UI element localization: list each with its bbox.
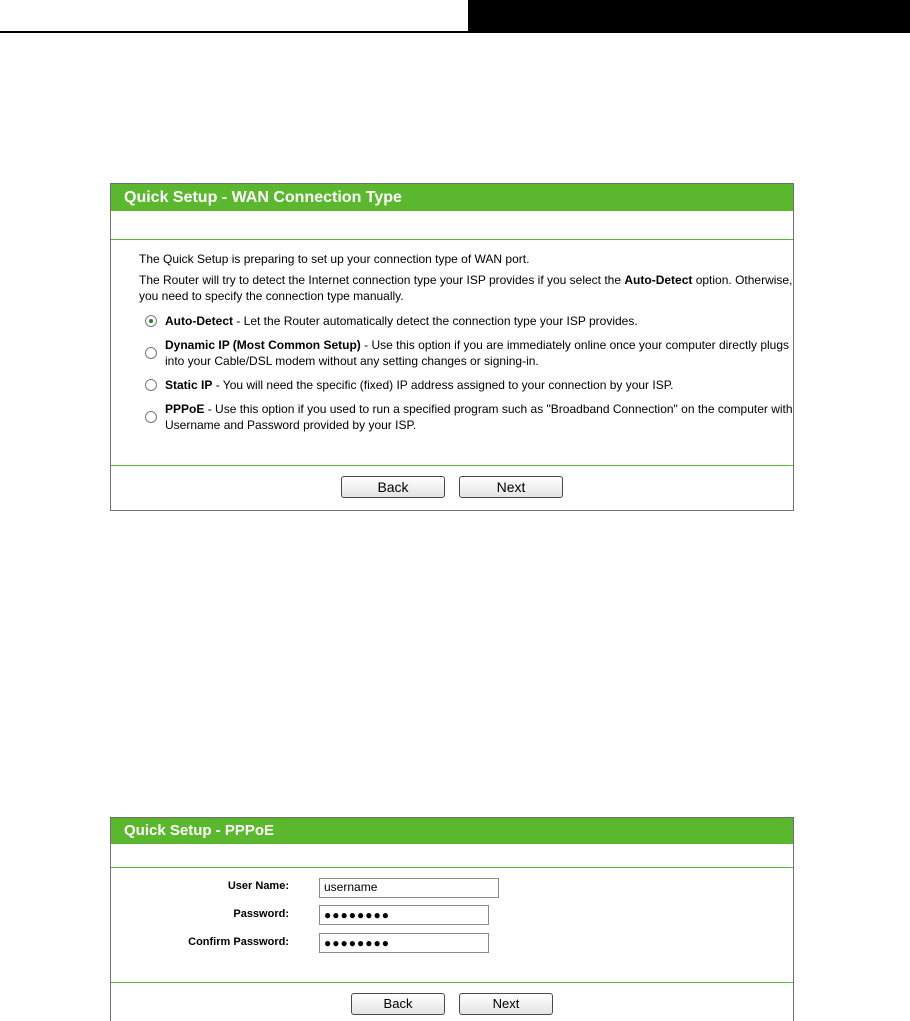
password-label: Password:: [233, 908, 289, 920]
page-header-rule: [0, 31, 470, 33]
password-input[interactable]: ●●●●●●●●: [319, 905, 489, 925]
wan-connection-type-panel: [110, 183, 794, 511]
radio-pppoe[interactable]: [145, 411, 157, 423]
back-button[interactable]: Back: [341, 476, 445, 498]
username-label: User Name:: [227, 880, 289, 892]
panel-title: Quick Setup - PPPoE: [111, 818, 793, 844]
wan-footer: [111, 465, 793, 510]
radio-static-ip[interactable]: [145, 379, 157, 391]
panel-title: Quick Setup - WAN Connection Type: [111, 184, 793, 211]
wan-body: [111, 240, 793, 433]
option-auto-detect[interactable]: Auto-Detect - Let the Router automatically detect the connection type your ISP provides.: [139, 313, 793, 329]
next-button[interactable]: Next: [459, 993, 553, 1015]
pppoe-panel: [110, 817, 794, 1021]
radio-dynamic-ip[interactable]: [145, 347, 157, 359]
username-input[interactable]: username: [319, 878, 499, 898]
panel-subheader: [111, 211, 793, 240]
confirm-password-label: Confirm Password:: [188, 936, 289, 948]
pppoe-footer: [111, 982, 793, 1021]
option-static-ip[interactable]: Static IP - You will need the specific (fixed) IP address assigned to your connection by your ISP.: [139, 377, 793, 393]
detect-explanation: The Router will try to detect the Internet connection type your ISP provides if you select the Auto-Detect option. Otherwise, you need to specify the connection type manually.: [139, 273, 793, 303]
panel-subheader: [111, 844, 793, 868]
page-header-bar: [468, 0, 910, 33]
confirm-password-input[interactable]: ●●●●●●●●: [319, 933, 489, 953]
back-button[interactable]: Back: [351, 993, 445, 1015]
option-pppoe[interactable]: PPPoE - Use this option if you used to run a specified program such as "Broadband Connection" on the computer with Username and Password provided by your ISP.: [139, 401, 793, 433]
option-dynamic-ip[interactable]: Dynamic IP (Most Common Setup) - Use this option if you are immediately online once your computer directly plugs into your Cable/DSL modem without any setting changes or signing-in.: [139, 337, 793, 369]
radio-auto-detect[interactable]: [145, 315, 157, 327]
intro-text: The Quick Setup is preparing to set up your connection type of WAN port.: [139, 252, 530, 266]
next-button[interactable]: Next: [459, 476, 563, 498]
